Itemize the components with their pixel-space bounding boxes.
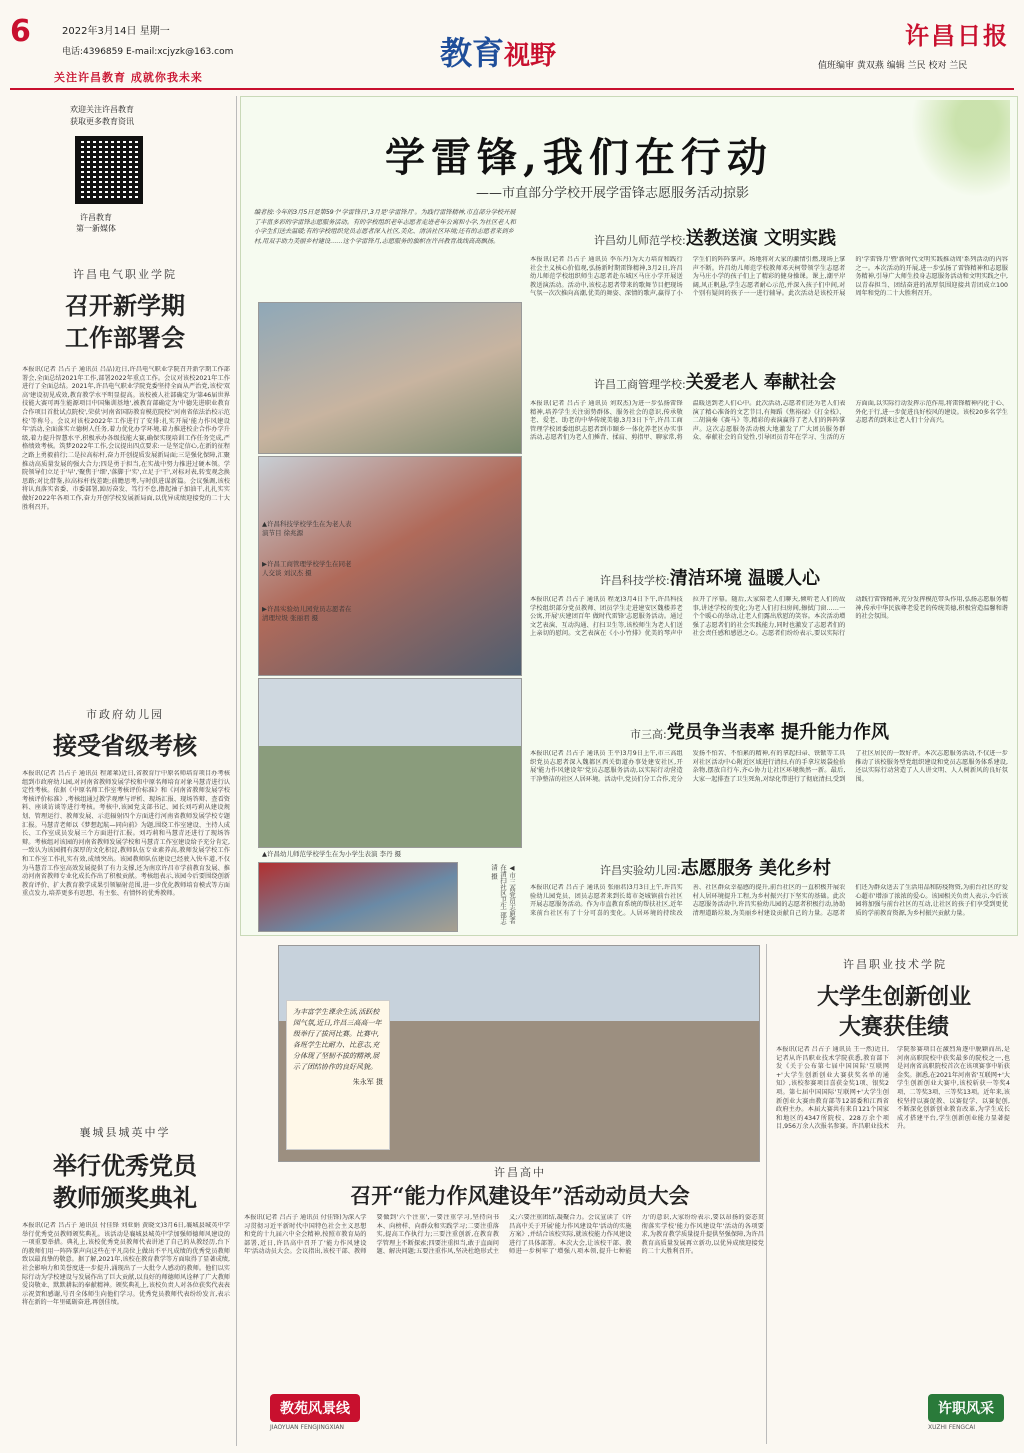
slogan-bar (54, 66, 474, 84)
photo-note-text: 为丰富学生课余生活,活跃校园气氛,近日,许昌三高高一年级举行了拔河比赛。比赛中,各班学生比耐力、比意志,充分体现了坚韧不拔的精神,展示了团结协作的良好风貌。 (293, 1008, 382, 1071)
issue-date: 2022年3月14日 星期一 (62, 26, 170, 37)
badge-jiaoyuan (270, 1394, 360, 1431)
badge-label: 教苑风景线 (270, 1394, 360, 1422)
photo-caption: ▲许昌科技学校学生在为老人表演节目 徐兆源 (262, 520, 352, 537)
column-divider (766, 944, 767, 1444)
photo-caption: ▶许昌实验幼儿园党员志愿者在清理垃圾 张丽君 摄 (262, 605, 352, 622)
feature-subtitle: ——市直部分学校开展学雷锋志愿服务活动掠影 (476, 186, 750, 201)
section-title: 送教送演 文明实践 (685, 228, 836, 249)
photo-students-performing (258, 302, 522, 454)
article-org: 市政府幼儿园 (86, 708, 164, 721)
article-title: 举行优秀党员 教师颁奖典礼 (53, 1151, 197, 1212)
qr-caption-bottom: 许昌教育 第一新媒体 (76, 213, 116, 233)
badge-xuzhi (928, 1394, 1004, 1431)
badge-label-en: JIAOYUAN FENGJINGXIAN (270, 1424, 345, 1431)
contact-info: 电话:4396859 E-mail:xcjyzk@163.com (62, 47, 234, 57)
page-number: 6 (10, 14, 31, 49)
photo-caption: ▲许昌幼儿师范学校学生在为小学生表演 李丹 摄 (262, 850, 402, 858)
article-title: 召开“能力作风建设年”活动动员大会 (350, 1183, 690, 1208)
willow-decoration (900, 100, 1010, 210)
section-body: 本报讯(记者 吕占子 通讯员 刘双杰)为进一步弘扬雷锋精神,培养学生关注弱势群体、服务社会的意识,传承敬老、爱老、助老的中华传统美德,3月3日下午,许昌工商管理学校团委组织志愿者到市颐乡一体化养老区办实事活动,志愿者们为老人们捶背、揉肩、剪指甲、聊家常,将温暖送到老人们心中。此次活动,志愿者们还为老人们表演了精心准备的文艺节目,有舞蹈《焦裕禄》《打金枝》、二胡演奏《赛马》等,精彩的表演赢得了老人们的阵阵掌声。这次志愿服务活动极大地激发了广大团员服务群众、奉献社会的自觉性,引导团员青年在学习、生活的方方面面,以实际行动发挥示范作用,将雷锋精神内化于心、外化于行,进一步促进良好校风的建设。该校20多名学生志愿者的到来让老人们十分高兴。 (530, 400, 1008, 442)
article-body: 本报讯(记者 吕占子 通讯员 付佳锋 刘亚娟 黄晓文)3月6日,襄城县城英中学举行优秀党员教师颁奖典礼。该活动是襄城县城英中学加强师德师风建设的一项重要举措。典礼上,该校优秀党员教师代表讲述了自己的从教经历,台下的教师们用一阵阵掌声向这些在平凡岗位上做出不平凡成绩的优秀党员教师致以最真挚的敬意。据了解,2021年,该校在教育教学等方面取得了显著成绩,社会影响力和美誉度进一步提升,涌现出了一大批令人感动的教师。他们以实际行动为学校建设与发展作出了巨大贡献,以良好的师德师风诠释了广大教师爱岗敬业、默默耕耘的奉献精神。颁奖典礼上,该校负责人对各位获奖代表表示祝贺和感谢,号召全体师生向他们学习。优秀党员教师代表纷纷发言,表示将在新的一年里砥砺奋进,再创佳绩。 (22, 1222, 230, 1307)
article-body: 本报讯(记者 吕占子 通讯员 吕品)近日,许昌电气职业学院召开新学期工作部署会,全面总结2021年工作,部署2022年重点工作。会议对该校2021年工作进行了全面总结。2021年,许昌电气职业学院党委坚持全面从严治党,该校'双高'建设初见成效,教育教学水平明显提高。该校被人社部确定为'第46届世界技能大赛可再生能源项目中国集训基地',被教育部确定为'中德先进职业教育合作项目首批试点院校',荣获'河南省国防教育模范院校''河南省依法治校示范校'等称号。会议对该校2022年工作进行了安排:扎实开展'能力作风建设年'活动,全面落实立德树人任务,着力优化办学环境,着力推进校企合作办学升级,着力提升智慧水平,积极承办各级技能大赛,确保实现培训工作任务完成,严格绩效考核。筑梦2022年工作,会议提出四点要求:一是坚定信心,在新的征程之路上勇毅前行;二是拉高标杆,奋力开创提质发展新局面;三是强化保障,汇聚推动高质量发展的强大合力;四是勇于担当,在实战中努力推进过硬本领。学院领导们立足于'早','聚焦于'细','落脚于'实',立足于'干',对标对表,转变观念换思路;对比借鉴,拉高标杆找差距;前瞻思考,与时俱进谋新篇。会议强调,该校将认真落实省委、市委部署,踔厉奋发、笃行不怠,撸起袖子加油干,扎扎实实做好2022年各项工作,奋力开创学校发展新局面,以优异成绩迎接党的二十大胜利召开。 (22, 366, 230, 511)
section-title (440, 28, 556, 74)
article-title: 接受省级考核 (53, 731, 197, 760)
badge-label: 许职风采 (928, 1394, 1004, 1422)
photo-credit: 朱永军 摄 (352, 1078, 383, 1086)
qr-code[interactable] (75, 136, 143, 204)
feature-title: 学雷锋,我们在行动 (385, 134, 773, 181)
section-body: 本报讯(记者 吕占子 通讯员 张丽君)3月3日上午,许昌实验幼儿园党员、团员志愿者来到长葛市尧城镇前台社区开展志愿服务活动。作为市直教育系统的帮扶社区,近年来前台社区有了十分可喜的变化。人居环境的持续改善、社区群众幸福感的提升,前台社区的一直积极开展农村人居环境提升工程,为乡村振兴打下坚实的基础。此次志愿服务活动中,许昌实验幼儿园的志愿者积极行动,协助清理道路垃圾,为美丽乡村建设贡献自己的力量。志愿者们还为群众送去了生活用品和防疫物资,为前台社区的'爱心超市'增添了浓浓的爱心。该园相关负责人表示,今后该园将加强与前台社区的互动,让社区的孩子们享受到更优质的学前教育资源,为乡村振兴贡献力量。 (530, 884, 1008, 917)
photo-note (286, 1000, 390, 1150)
section-heading (594, 224, 836, 250)
article-title: 大学生创新创业 大赛获佳绩 (816, 984, 971, 1040)
article-body: 本报讯(记者 吕占子 通讯员 王一然)近日,记者从许昌职业技术学院获悉,教育部下发《关于公布第七届中国国际'互联网+'大学生创新创业大赛获奖名单的通知》,该校参赛项目喜获金奖1项、银奖2项。第七届中国国际'互联网+'大学生创新创业大赛由教育部等12部委和江西省政府主办。本届大赛共有来自121个国家和地区的4347所院校、228万余个项目,956万余人次报名参赛。许昌职业技术学院参赛项目在激烈角逐中脱颖而出,是河南高职院校中获奖最多的院校之一,也是河南省高职院校首次在该项赛事中斩获金奖。据悉,在2021年河南省'互联网+'大学生创新创业大赛中,该校斩获一等奖4项、二等奖3项、三等奖13项。近年来,该校坚持以赛促教、以赛促学、以赛促创,不断深化创新创业教育改革,为学生成长成才搭建平台,学生创新创业能力显著提升。 (776, 1046, 1010, 1131)
editor-note: 编者按:今年的3月5日是第59个'学雷锋日',3月是'学雷锋月'。为践行雷锋精神,市直部分学校开展了丰富多彩的学雷锋志愿服务活动。有的学校组织老年志愿者走进老年公寓和小学,为社区老人和小学生们送去温暖;有的学校组织党员志愿者深入社区,美化、清洁社区环境;还有的志愿者来到乡村,用双手助力美丽乡村建设……这个学雷锋月,志愿服务的旗帜在许昌教育战线高高飘扬。 (254, 209, 516, 245)
article-title: 召开新学期 工作部署会 (65, 291, 185, 352)
section-heading (600, 564, 820, 590)
badge-label-en: XUZHI FENGCAI (928, 1424, 976, 1431)
section-org: 许昌科技学校: (600, 574, 670, 587)
section-heading (594, 368, 836, 394)
paper-logo: 许昌日报 (905, 21, 1009, 50)
section-heading (600, 854, 831, 880)
section-body: 本报讯(记者 吕占子 通讯员 程龙)3月4日下午,许昌科技学校组织部分党员教师、团员学生走进建安区魏楼养老公寓,开展'庆建团百年 做时代雷锋'志愿服务活动。通过文艺表演、互动沟通、打扫卫生等,该校师生为老人们送上亲切的慰问。文艺表演在《小小竹排》优美的琴声中拉开了序幕。随后,大家陪老人们聊天,倾听老人们的故事,讲述学校的变化;为老人们打扫房间,擦拭门窗……一个个暖心的举动,让老人们露出欣慰的笑容。本次活动增强了志愿者们的社会实践能力,同时也激发了志愿者们的社会责任感和感恩之心。志愿者们纷纷表示,要以实际行动践行雷锋精神,充分发挥模范带头作用,弘扬志愿服务精神,传承中华民族尊老爱老的传统美德,积极营造温馨和谐的社会氛围。 (530, 596, 1008, 638)
section-org: 许昌工商管理学校: (594, 378, 686, 391)
section-title: 党员争当表率 提升能力作风 (666, 722, 889, 743)
section-title: 志愿服务 美化乡村 (680, 858, 831, 879)
article-org: 襄城县城英中学 (79, 1126, 171, 1139)
article-body: 本报讯(记者 吕占子 通讯员 程萧莱)近日,省教育厅中原名师培育项目办考核组到市政府幼儿园,对河南省教师发展学校和中原名师培育对象马慧青进行认定性考核。依据《中原名师工作室考核评价标准》和《河南省教师发展学校考核评价标准》,考核组通过教学观摩与评析、现场汇报、现场答辩、查看资料、座谈访谈等进行考核。考核中,该园党支部书记、园长刘巧莉从建设规划、管理运行、教师发展、示范辐射四个方面进行河南省教师发展学校专题汇报。马慧青老师以《梦想起航—同向前》为题,围绕工作室建设、主持人成长、工作室成员发展三个方面进行汇报。刘巧莉和马慧青还进行了现场答辩。考核组对该园的河南省教师发展学校和马慧青工作室建设给予充分肯定,一致认为该园拥有深厚的文化积淀,教师队伍专业素养高,教师发展学校工作和工作室工作扎实有效,成绩突出。该园教师队伍建设已经驶入快车道,不仅为马慧青工作室高效发展提供了有力支撑,还为南京许昌市学前教育发展、推动河南省教师专业化成长作出了积极贡献。考核组表示,该园今后要围绕创新教育评价、扩大教育教学成果引领辐射范围,进一步优化教师培育模式等方面重点发力,培养更多有思想、有主张、有情怀的优秀教师。 (22, 770, 230, 898)
editor-credits: 值班编审 黄双燕 编辑 兰民 校对 兰民 (818, 61, 968, 71)
section-heading (630, 718, 889, 744)
article-org: 许昌职业技术学院 (843, 958, 947, 971)
qr-caption-top: 欢迎关注许昌教育 获取更多教育资讯 (70, 105, 134, 126)
photo-party-volunteers (258, 862, 458, 932)
header-rule (10, 88, 1014, 90)
section-title-b: 视野 (504, 41, 557, 71)
photo-caption: ◀市三高党员志愿者在清扫社区卫生 邵志清 摄 (490, 864, 516, 925)
photo-dance-performance (258, 678, 522, 848)
section-title: 清洁环境 温暖人心 (669, 568, 820, 589)
section-org: 市三高: (630, 728, 667, 741)
slogan: 关注许昌教育 成就你我未来 (54, 71, 203, 84)
section-body: 本报讯(记者 吕占子 通讯员 李东丹)为大力培育和践行社会主义核心价值观,弘扬新时期雷锋精神,3月2日,许昌幼儿师范学校组织师生志愿者赴东城区马庄小学开展送教送演活动。活动中,该校志愿者带来的歌舞节目把现场气氛一次次推向高潮,优美的舞姿、深情的歌声,赢得了小学生们的阵阵掌声。场地将对大家的激情引燃,现场上掌声不断。许昌幼儿师范学校教师邓天柯带领学生志愿者为马庄小学的孩子们上了精彩的健身操课。课上,潮平岸阔,风正帆悬,学生志愿者耐心示范,并深入孩子们中间,对个别有疑问的孩子一一进行辅导。此次活动是该校开展的'学雷锋月'暨'新时代文明实践推动周'系列活动的内容之一。本次活动的开展,进一步弘扬了雷锋精神和志愿服务精神,引导广大师生投身志愿服务活动和文明实践之中,以青春担当、团结奋进的浓厚氛围迎接共青团成立100周年和党的二十大胜利召开。 (530, 256, 1008, 298)
section-org: 许昌实验幼儿园: (600, 864, 681, 877)
article-body: 本报讯(记者 吕占子 通讯员 付佳锋)为深入学习贯彻习近平新时代中国特色社会主义思想和党的十九届六中全会精神,按照市教育局的部署,近日,许昌高中召开了'能力作风建设年'活动动员大会。会议指出,该校干部、教师要做到'六个注重',一要注重学习,坚持向书本、向榜样、向群众和实践学习;二要注重落实,提高工作执行力;三要注重创新,在教育教学管理上不断探索;四要注重担当,敢于直面问题、解决问题;五要注重作风,坚决杜绝形式主义;六要注重团结,凝聚合力。会议宣读了《许昌高中关于开展'能力作风建设年'活动的实施方案》,并结合该校实际,就该校能力作风建设进行了具体部署。本次大会,让该校干部、教师进一步树牢了'增强八项本领,提升七种能力'的意识,大家纷纷表示,要以昂扬的姿态贯彻落实学校'能力作风建设年'活动的各项要求,为教育教学质量提升提供坚强保障,为许昌教育高质量发展再立新功,以优异成绩迎接党的二十大胜利召开。 (244, 1214, 764, 1256)
section-title-a: 教育 (440, 34, 505, 72)
article-org: 许昌高中 (494, 1166, 546, 1179)
section-title: 关爱老人 奉献社会 (685, 372, 836, 393)
section-org: 许昌幼儿师范学校: (594, 234, 686, 247)
column-divider (236, 96, 237, 1446)
section-body: 本报讯(记者 吕占子 通讯员 王平)3月9日上午,市三高组织党员志愿者深入魏都区西关街道办事处建安社区,开展'能力作风建设年'党员志愿服务活动,以实际行动营造干净整洁的社区人居环境。活动中,党员们分工合作,充分发扬不怕苦、不怕累的精神,有的拿起扫帚、铁锨等工具对社区活动中心附近区域进行清扫,有的手拿垃圾袋捡拾杂物,摆放自行车,齐心协力让社区环境焕然一新。最后,大家一起排查了卫生死角,对绿化带进行了彻底清扫,受到了社区居民的一致好评。本次志愿服务活动,不仅进一步推动了该校服务型党组织建设和党员志愿服务体系建设,还以实际行动营造了人人讲文明、人人树新风的良好氛围。 (530, 750, 1008, 783)
photo-caption: ▶许昌工商管理学校学生在同老人交谈 刘汉杰 摄 (262, 560, 352, 577)
article-org: 许昌电气职业学院 (73, 268, 177, 281)
